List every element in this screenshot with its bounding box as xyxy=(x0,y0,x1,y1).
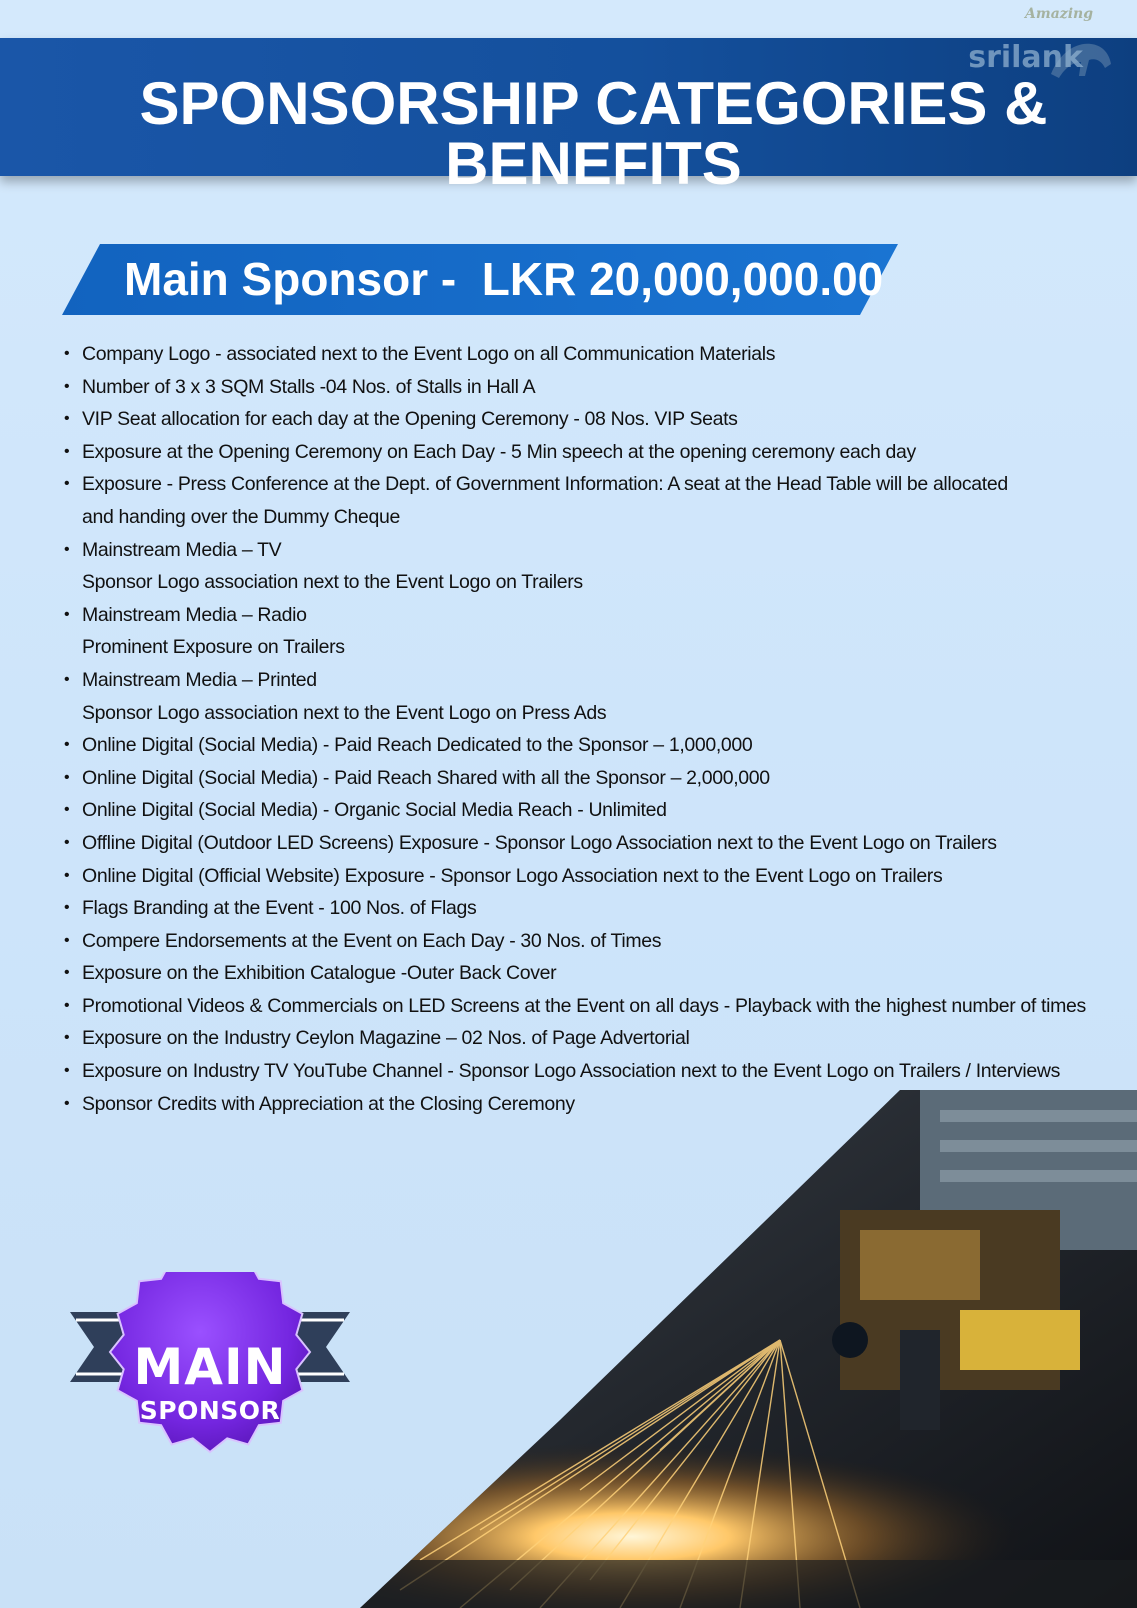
page-title: SPONSORSHIP CATEGORIES & BENEFITS xyxy=(139,70,1048,197)
brand-name: srilank xyxy=(968,40,1083,75)
benefit-text: Online Digital (Social Media) - Paid Reach Shared with all the Sponsor – 2,000,000 xyxy=(82,766,770,789)
benefit-text: Exposure at the Opening Ceremony on Each Day - 5 Min speech at the opening ceremony each day xyxy=(82,440,916,463)
benefit-subtext: Prominent Exposure on Trailers xyxy=(82,636,345,659)
benefit-item xyxy=(80,762,1120,795)
benefit-text: Mainstream Media – Radio xyxy=(82,603,307,626)
benefit-text: Online Digital (Social Media) - Paid Reach Dedicated to the Sponsor – 1,000,000 xyxy=(82,734,753,757)
benefit-subtext: Sponsor Logo association next to the Event Logo on Press Ads xyxy=(82,701,607,724)
benefit-text: Exposure on the Industry Ceylon Magazine – 02 Nos. of Page Advertorial xyxy=(82,1027,690,1050)
benefit-item xyxy=(80,403,1120,436)
badge-sub-text: SPONSOR xyxy=(139,1396,281,1425)
benefit-text: Compere Endorsements at the Event on Each Day - 30 Nos. of Times xyxy=(82,929,662,952)
benefit-text: Online Digital (Social Media) - Organic Social Media Reach - Unlimited xyxy=(82,799,667,822)
benefit-item xyxy=(80,599,1120,664)
tier-ribbon xyxy=(62,244,898,315)
benefit-text: Flags Branding at the Event - 100 Nos. of Flags xyxy=(82,897,477,920)
benefit-text: Online Digital (Official Website) Exposure - Sponsor Logo Association next to the Event Logo on Trailers xyxy=(82,864,943,887)
industrial-photo xyxy=(360,1090,1137,1608)
benefit-text: Exposure - Press Conference at the Dept. of Government Information: A seat at the Head Table will be allocated xyxy=(82,473,1008,496)
badge-main-text: MAIN xyxy=(133,1338,287,1396)
benefit-item xyxy=(80,957,1120,990)
benefit-subtext: Sponsor Logo association next to the Event Logo on Trailers xyxy=(82,571,583,594)
benefit-text: VIP Seat allocation for each day at the Opening Ceremony - 08 Nos. VIP Seats xyxy=(82,408,738,431)
benefit-text: Mainstream Media – TV xyxy=(82,538,282,561)
benefit-item xyxy=(80,1055,1120,1088)
benefit-item xyxy=(80,990,1120,1023)
benefit-item xyxy=(80,794,1120,827)
main-sponsor-badge xyxy=(70,1272,350,1492)
benefit-text: Exposure on Industry TV YouTube Channel - Sponsor Logo Association next to the Event Logo on Trailers / Interviews xyxy=(82,1060,1060,1083)
benefit-text: Exposure on the Exhibition Catalogue -Outer Back Cover xyxy=(82,962,557,985)
tier-label: Main Sponsor - LKR 20,000,000.00 xyxy=(124,253,884,305)
benefit-item xyxy=(80,860,1120,893)
benefit-text: Offline Digital (Outdoor LED Screens) Exposure - Sponsor Logo Association next to the Event Logo on Trailers xyxy=(82,831,997,854)
benefit-item xyxy=(80,436,1120,469)
brand-logo xyxy=(965,6,1115,76)
benefit-item xyxy=(80,892,1120,925)
benefit-item xyxy=(80,371,1120,404)
benefit-item xyxy=(80,925,1120,958)
benefit-text: Number of 3 x 3 SQM Stalls -04 Nos. of Stalls in Hall A xyxy=(82,375,536,398)
benefit-text: Promotional Videos & Commercials on LED Screens at the Event on all days - Playback with the highest number of times xyxy=(82,994,1086,1017)
benefit-item xyxy=(80,338,1120,371)
benefit-item xyxy=(80,827,1120,860)
benefit-item xyxy=(80,468,1120,533)
benefit-text: Company Logo - associated next to the Event Logo on all Communication Materials xyxy=(82,343,776,365)
benefit-item xyxy=(80,534,1120,599)
benefit-text: Sponsor Credits with Appreciation at the Closing Ceremony xyxy=(82,1092,575,1115)
benefit-subtext: and handing over the Dummy Cheque xyxy=(82,505,400,528)
benefit-item xyxy=(80,1022,1120,1055)
benefit-item xyxy=(80,729,1120,762)
benefit-item xyxy=(80,664,1120,729)
brand-tagline: Amazing xyxy=(1025,6,1093,22)
benefits-list xyxy=(80,338,1120,1120)
benefit-text: Mainstream Media – Printed xyxy=(82,668,317,691)
